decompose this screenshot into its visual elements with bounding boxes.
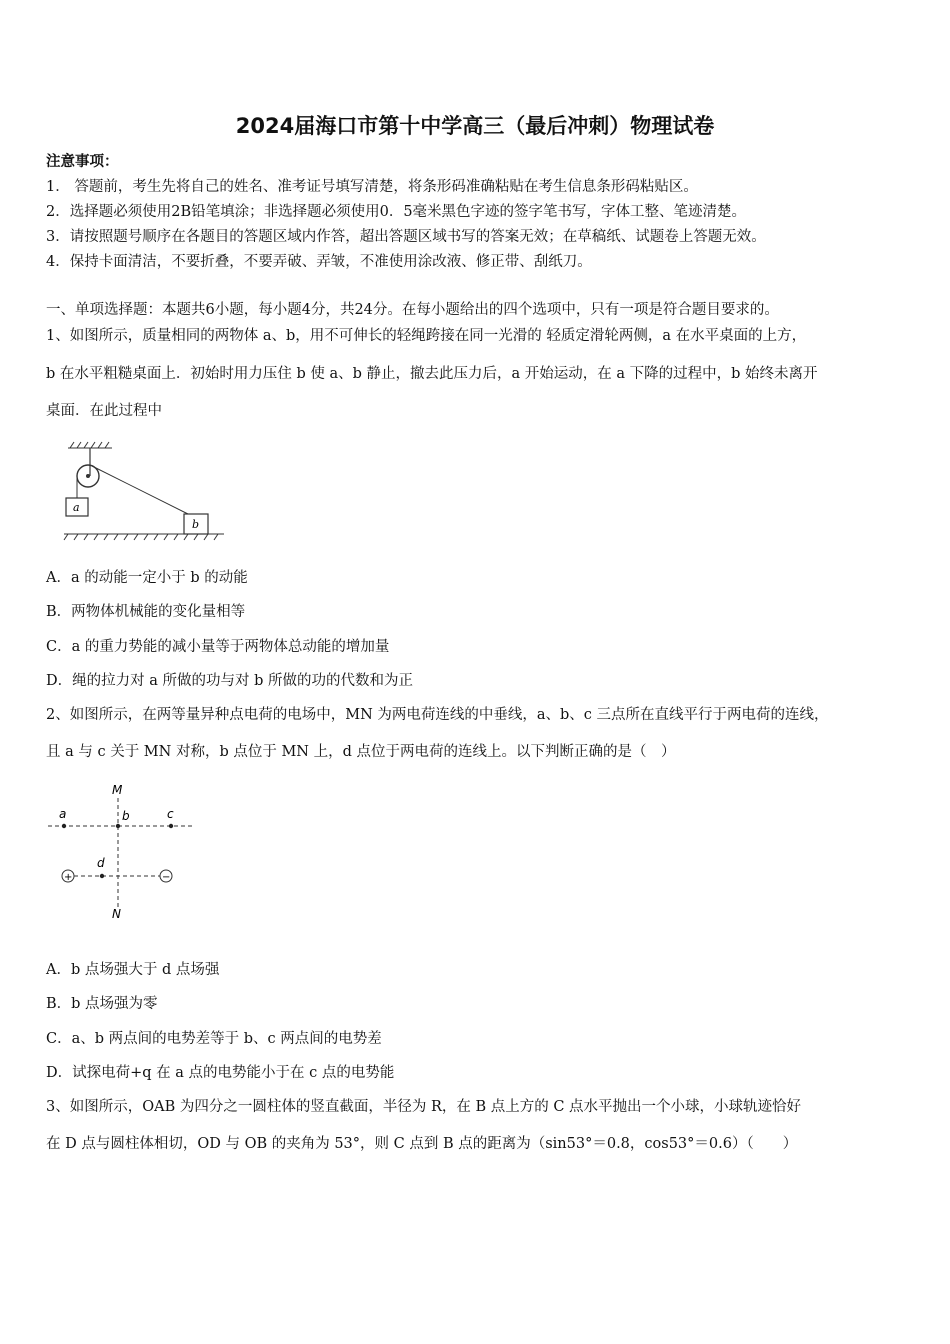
label-M: M	[112, 783, 123, 797]
q3-line-2: 在 D 点与圆柱体相切，OD 与 OB 的夹角为 53°，则 C 点到 B 点的距离为（sin53°＝0.8，cos53°＝0.6）（ ）	[46, 1136, 798, 1152]
notice-item-4: 4．保持卡面清洁，不要折叠，不要弄破、弄皱，不准使用涂改液、修正带、刮纸刀。	[46, 254, 592, 270]
q2-figure	[46, 780, 196, 925]
q1-option-a: A．a 的动能一定小于 b 的动能	[46, 570, 248, 586]
label-b: b	[122, 809, 130, 823]
exam-title: 2024届海口市第十中学高三（最后冲刺）物理试卷	[235, 114, 715, 138]
q2-option-d: D．试探电荷+q 在 a 点的电势能小于在 c 点的电势能	[46, 1065, 395, 1081]
point-d	[100, 874, 104, 878]
block-b-label: b	[192, 518, 200, 531]
table-surface	[64, 534, 224, 540]
positive-charge-sign: +	[64, 872, 73, 883]
rope-b	[92, 466, 188, 514]
q1-option-c: C．a 的重力势能的减小量等于两物体总动能的增加量	[46, 639, 390, 655]
q1-option-d: D．绳的拉力对 a 所做的功与对 b 所做的功的代数和为正	[46, 673, 413, 689]
label-d: d	[97, 856, 105, 870]
q1-line-2: b 在水平粗糙桌面上．初始时用力压住 b 使 a、b 静止，撤去此压力后，a 开始运动，在 a 下降的过程中，b 始终未离开	[46, 366, 818, 382]
label-N: N	[112, 907, 121, 921]
notice-item-2: 2．选择题必须使用2B铅笔填涂；非选择题必须使用0．5毫米黑色字迹的签字笔书写，字体工整、笔迹清楚。	[46, 204, 747, 220]
notice-item-1: 1． 答题前，考生先将自己的姓名、准考证号填写清楚，将条形码准确粘贴在考生信息条形码粘贴区。	[46, 179, 698, 195]
label-a: a	[59, 807, 67, 821]
q3-line-1: 3、如图所示，OAB 为四分之一圆柱体的竖直截面，半径为 R，在 B 点上方的 C 点水平抛出一个小球，小球轨迹恰好	[46, 1099, 802, 1115]
q1-line-3: 桌面．在此过程中	[46, 403, 162, 419]
block-a-label: a	[73, 501, 80, 514]
negative-charge-sign: −	[162, 872, 171, 883]
point-a	[62, 824, 66, 828]
point-c	[169, 824, 173, 828]
q2-line-1: 2、如图所示，在两等量异种点电荷的电场中，MN 为两电荷连线的中垂线，a、b、c 三点所在直线平行于两电荷的连线，	[46, 707, 829, 723]
label-c: c	[167, 807, 174, 821]
q1-option-b: B．两物体机械能的变化量相等	[46, 604, 246, 620]
notice-item-3: 3．请按照题号顺序在各题目的答题区域内作答，超出答题区域书写的答案无效；在草稿纸、试题卷上答题无效。	[46, 229, 766, 245]
q2-line-2: 且 a 与 c 关于 MN 对称，b 点位于 MN 上，d 点位于两电荷的连线上。以下判断正确的是（ ）	[46, 744, 676, 760]
q1-figure	[60, 440, 230, 550]
ceiling-hatch	[68, 442, 112, 448]
q2-option-a: A．b 点场强大于 d 点场强	[46, 962, 220, 978]
point-b	[116, 824, 120, 828]
q1-line-1: 1、如图所示，质量相同的两物体 a、b，用不可伸长的轻绳跨接在同一光滑的 轻质定滑轮两侧，a 在水平桌面的上方，	[46, 328, 807, 344]
notice-heading: 注意事项：	[46, 153, 119, 170]
q2-option-b: B．b 点场强为零	[46, 996, 158, 1012]
section-heading: 一、单项选择题：本题共6小题，每小题4分，共24分。在每小题给出的四个选项中，只有一项是符合题目要求的。	[46, 302, 779, 318]
q2-option-c: C．a、b 两点间的电势差等于 b、c 两点间的电势差	[46, 1031, 382, 1047]
